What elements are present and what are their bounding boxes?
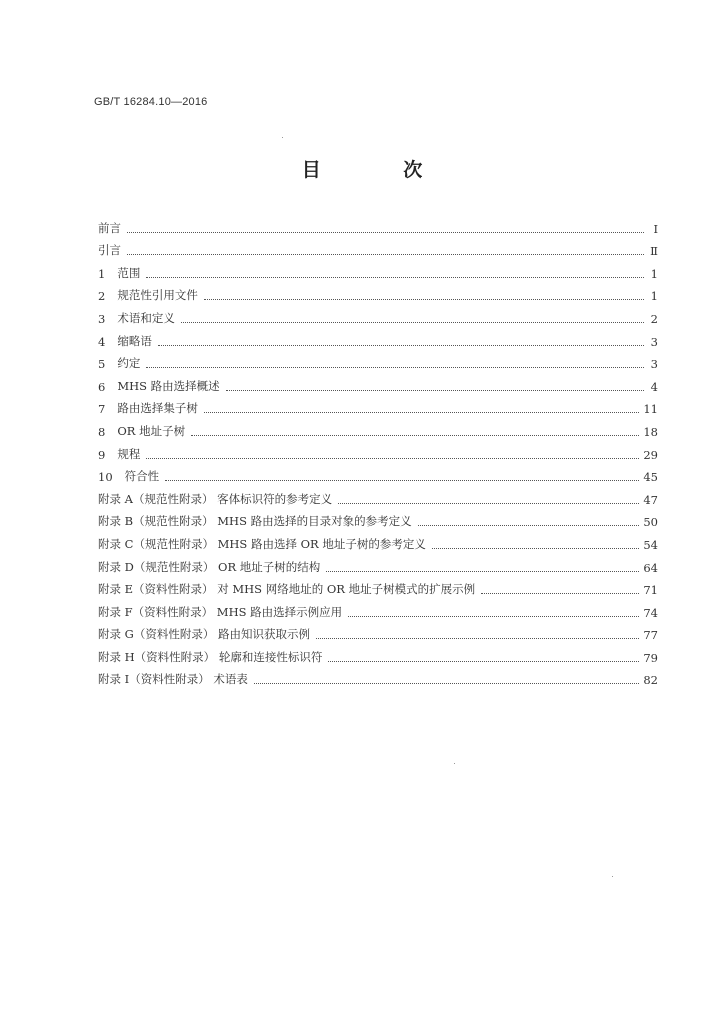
toc-entry[interactable] — [98, 529, 658, 552]
toc-entry-label: 符合性 — [124, 469, 160, 484]
toc-entry[interactable] — [98, 507, 658, 530]
dot-leader — [316, 637, 639, 639]
dot-leader — [432, 547, 640, 549]
scan-speck — [454, 763, 455, 764]
toc-entry-number: 1 — [98, 266, 106, 281]
dot-leader — [204, 298, 644, 300]
toc-entry[interactable] — [98, 642, 658, 665]
dot-leader — [191, 434, 639, 436]
toc-entry-label: 缩略语 — [117, 333, 152, 348]
toc-entry-label: 范围 — [117, 265, 141, 280]
dot-leader — [165, 479, 639, 481]
dot-leader — [226, 389, 644, 391]
toc-entry-label: 路由选择集子树 — [117, 401, 198, 416]
dot-leader — [158, 344, 644, 346]
toc-entry[interactable] — [98, 281, 658, 304]
toc-entry-label: 附录 H（资料性附录） 轮廓和连接性标识符 — [98, 649, 323, 664]
toc-entry-number: 7 — [98, 402, 106, 417]
toc-entry-page: 3 — [650, 334, 658, 349]
dot-leader — [204, 411, 640, 413]
toc-entry-page: 18 — [643, 424, 658, 439]
standard-code: GB/T 16284.10—2016 — [94, 96, 208, 108]
dot-leader — [328, 660, 639, 662]
dot-leader — [326, 570, 639, 572]
page-title: 目 次 — [301, 159, 461, 181]
toc-entry-label: 附录 A（规范性附录） 客体标识符的参考定义 — [98, 491, 333, 506]
toc-entry-page: Ⅰ — [653, 221, 658, 236]
toc-entry[interactable] — [98, 349, 658, 372]
toc-entry-page: 47 — [643, 492, 658, 507]
toc-entry-label: 术语和定义 — [117, 310, 175, 325]
toc-entry-page: 29 — [643, 447, 658, 462]
toc-entry-page: 1 — [650, 266, 658, 281]
scan-speck — [612, 876, 613, 877]
toc-entry-page: 71 — [643, 583, 658, 598]
dot-leader — [127, 253, 644, 255]
toc-entry-page: 82 — [643, 673, 658, 688]
table-of-contents — [98, 213, 658, 687]
toc-entry-page: 45 — [643, 470, 658, 485]
toc-entry-label: 规范性引用文件 — [117, 288, 198, 303]
toc-entry-page: 77 — [643, 628, 658, 643]
toc-entry[interactable] — [98, 371, 658, 394]
toc-entry[interactable] — [98, 416, 658, 439]
toc-entry-number: 2 — [98, 289, 106, 304]
toc-entry-label: OR 地址子树 — [117, 423, 186, 438]
toc-entry-page: 11 — [643, 402, 658, 417]
toc-entry-label: 附录 C（规范性附录） MHS 路由选择 OR 地址子树的参考定义 — [98, 536, 426, 551]
dot-leader — [254, 682, 640, 684]
toc-entry-label: 附录 G（资料性附录） 路由知识获取示例 — [98, 627, 310, 642]
toc-entry[interactable] — [98, 484, 658, 507]
toc-entry-page: 50 — [643, 515, 658, 530]
toc-entry-number: 9 — [98, 447, 106, 462]
toc-entry-label: 引言 — [98, 243, 121, 258]
dot-leader — [146, 366, 644, 368]
dot-leader — [338, 502, 639, 504]
toc-entry-label: 规程 — [117, 446, 141, 461]
toc-entry-page: Ⅱ — [650, 244, 658, 259]
dot-leader — [146, 457, 639, 459]
toc-entry-label: MHS 路由选择概述 — [117, 378, 220, 393]
toc-entry-label: 附录 D（规范性附录） OR 地址子树的结构 — [98, 559, 321, 574]
toc-entry-page: 54 — [643, 537, 658, 552]
toc-entry-page: 3 — [650, 357, 658, 372]
toc-entry-label: 前言 — [98, 220, 121, 235]
dot-leader — [127, 231, 644, 233]
toc-entry-page: 79 — [643, 650, 658, 665]
toc-entry[interactable] — [98, 575, 658, 598]
toc-entry-page: 1 — [650, 289, 658, 304]
toc-entry-label: 附录 E（资料性附录） 对 MHS 网络地址的 OR 地址子树模式的扩展示例 — [98, 582, 476, 597]
toc-entry[interactable] — [98, 213, 658, 236]
dot-leader — [181, 321, 644, 323]
toc-entry-label: 附录 F（资料性附录） MHS 路由选择示例应用 — [98, 604, 343, 619]
toc-entry-label: 约定 — [117, 356, 141, 371]
toc-entry[interactable] — [98, 620, 658, 643]
toc-entry-page: 74 — [643, 605, 658, 620]
dot-leader — [418, 524, 640, 526]
toc-entry-number: 8 — [98, 424, 106, 439]
toc-entry[interactable] — [98, 326, 658, 349]
toc-entry-number: 5 — [98, 357, 106, 372]
dot-leader — [481, 592, 639, 594]
toc-entry-label: 附录 B（规范性附录） MHS 路由选择的目录对象的参考定义 — [98, 514, 412, 529]
toc-entry[interactable] — [98, 394, 658, 417]
toc-entry[interactable] — [98, 552, 658, 575]
toc-entry[interactable] — [98, 258, 658, 281]
toc-entry[interactable] — [98, 597, 658, 620]
toc-entry-page: 4 — [650, 379, 658, 394]
dot-leader — [348, 615, 639, 617]
toc-entry-number: 6 — [98, 379, 106, 394]
toc-entry-number: 4 — [98, 334, 106, 349]
toc-entry-page: 2 — [650, 311, 658, 326]
toc-entry[interactable] — [98, 462, 658, 485]
dot-leader — [146, 276, 644, 278]
toc-entry-number: 3 — [98, 311, 106, 326]
toc-entry[interactable] — [98, 236, 658, 259]
toc-entry[interactable] — [98, 439, 658, 462]
toc-entry[interactable] — [98, 665, 658, 688]
toc-entry-label: 附录 I（资料性附录） 术语表 — [98, 672, 248, 687]
toc-entry-number: 10 — [98, 470, 113, 485]
toc-entry[interactable] — [98, 303, 658, 326]
scan-speck — [282, 137, 283, 138]
toc-entry-page: 64 — [643, 560, 658, 575]
